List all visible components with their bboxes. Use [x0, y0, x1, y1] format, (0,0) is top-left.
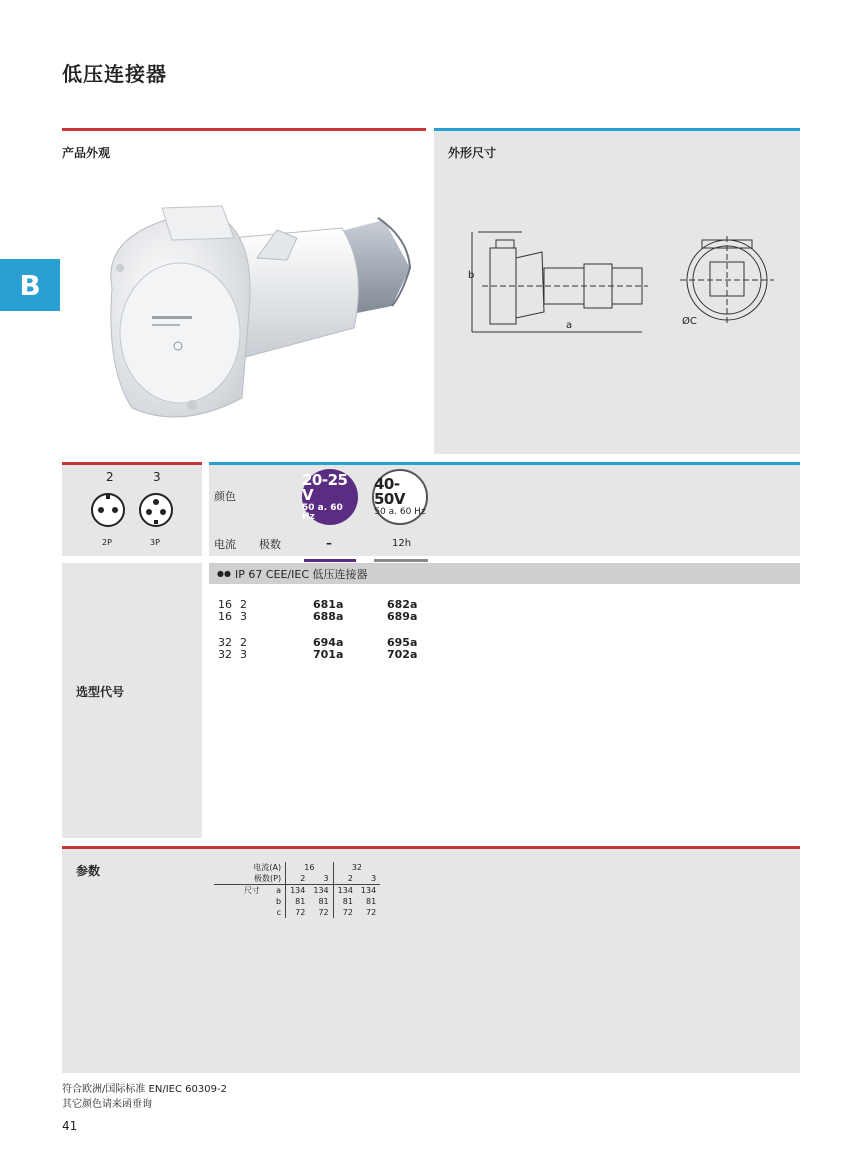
page-title: 低压连接器	[62, 62, 167, 86]
selection-subhead	[209, 563, 800, 584]
params-current-32: 32	[333, 862, 380, 873]
badge-frequency: 50 a. 60 Hz	[302, 502, 343, 522]
column-2-marker: 12h	[392, 538, 412, 549]
voltage-badge-purple[interactable]	[302, 469, 358, 525]
badge-voltage: 20-25 V	[302, 470, 348, 504]
params-dim-value: 72	[366, 908, 377, 917]
dim-label-a: a	[566, 320, 573, 331]
blue-rule	[434, 128, 800, 131]
params-dim-value: 81	[318, 897, 329, 906]
dim-label-b: b	[468, 270, 475, 281]
product-photo	[92, 198, 422, 430]
code-20-25v[interactable]: 694a	[313, 636, 344, 649]
params-current-label: 电流(A)	[253, 863, 282, 872]
drops-icon: ●●	[217, 569, 231, 578]
table-row	[218, 598, 418, 610]
row-current: 16	[218, 598, 232, 611]
column-1-marker: –	[326, 536, 332, 550]
pin-3p-icon	[140, 494, 172, 526]
poles-label: 极数	[259, 538, 281, 551]
params-dim-value: 81	[333, 896, 357, 907]
params-dim-value: 134	[313, 886, 329, 895]
badge-voltage: 40-50V	[374, 475, 405, 508]
row-poles: 2	[240, 636, 247, 649]
code-40-50v[interactable]: 695a	[387, 636, 418, 649]
code-20-25v[interactable]: 688a	[313, 610, 344, 623]
selection-table	[218, 598, 418, 660]
params-dim-value: 81	[286, 896, 310, 907]
code-40-50v[interactable]: 689a	[387, 610, 418, 623]
row-current: 32	[218, 636, 232, 649]
current-label: 电流	[214, 538, 236, 551]
dimensions-header: 外形尺寸	[448, 146, 497, 160]
red-rule	[62, 128, 426, 131]
params-dim-name: c	[276, 908, 282, 917]
code-40-50v[interactable]: 682a	[387, 598, 418, 611]
params-dim-value: 134	[333, 885, 357, 897]
params-table	[214, 862, 380, 918]
color-bar-purple	[304, 559, 356, 562]
params-pole: 2	[333, 873, 357, 885]
footnote-standard: 符合欧洲/国际标准 EN/IEC 60309-2	[62, 1084, 227, 1095]
params-dim-value: 81	[366, 897, 377, 906]
row-current: 32	[218, 648, 232, 661]
row-poles: 3	[240, 648, 247, 661]
params-current-16: 16	[286, 862, 334, 873]
params-dim-name: a	[276, 886, 282, 895]
pin-label-3p: 3P	[150, 538, 160, 547]
code-20-25v[interactable]: 701a	[313, 648, 344, 661]
blue-rule	[209, 462, 800, 465]
voltage-badge-white[interactable]	[372, 469, 428, 525]
table-row	[218, 648, 418, 660]
color-bar-gray	[374, 559, 428, 562]
params-header: 参数	[76, 864, 101, 878]
params-size-label: 尺寸	[244, 886, 260, 895]
pin-label-2p: 2P	[102, 538, 112, 547]
code-20-25v[interactable]: 681a	[313, 598, 344, 611]
pin-diagrams	[88, 492, 180, 528]
footnote-colors: 其它颜色请来函垂询	[62, 1099, 152, 1110]
pin-count-3: 3	[153, 470, 161, 484]
dim-label-c: ØC	[682, 316, 697, 327]
params-dim-name: b	[276, 897, 282, 906]
params-pole: 3	[309, 873, 333, 885]
table-row	[218, 636, 418, 648]
color-label: 颜色	[214, 490, 236, 503]
params-poles-label: 极数(P)	[214, 873, 286, 885]
params-panel	[62, 846, 800, 1073]
row-poles: 2	[240, 598, 247, 611]
params-dim-value: 72	[333, 907, 357, 918]
red-rule	[62, 846, 800, 849]
row-poles: 3	[240, 610, 247, 623]
params-dim-value: 72	[286, 907, 310, 918]
params-dim-value: 72	[318, 908, 329, 917]
badge-frequency: 50 a. 60 Hz	[374, 507, 426, 517]
selection-header: 选型代号	[76, 685, 125, 699]
dimension-drawing	[462, 228, 792, 340]
params-dim-value: 134	[360, 886, 377, 895]
params-pole: 2	[286, 873, 310, 885]
red-rule	[62, 462, 202, 465]
row-current: 16	[218, 610, 232, 623]
code-40-50v[interactable]: 702a	[387, 648, 418, 661]
section-tab-b[interactable]: B	[0, 259, 60, 311]
selection-label-panel	[62, 563, 202, 838]
pin-count-2: 2	[106, 470, 114, 484]
pin-2p-icon	[92, 494, 124, 526]
appearance-header: 产品外观	[62, 146, 111, 160]
page-number: 41	[62, 1119, 78, 1133]
table-row	[218, 610, 418, 622]
params-pole: 3	[357, 873, 380, 885]
params-dim-value: 134	[286, 885, 310, 897]
variant-panel	[209, 462, 800, 556]
selection-subhead-text: IP 67 CEE/IEC 低压连接器	[234, 567, 368, 581]
